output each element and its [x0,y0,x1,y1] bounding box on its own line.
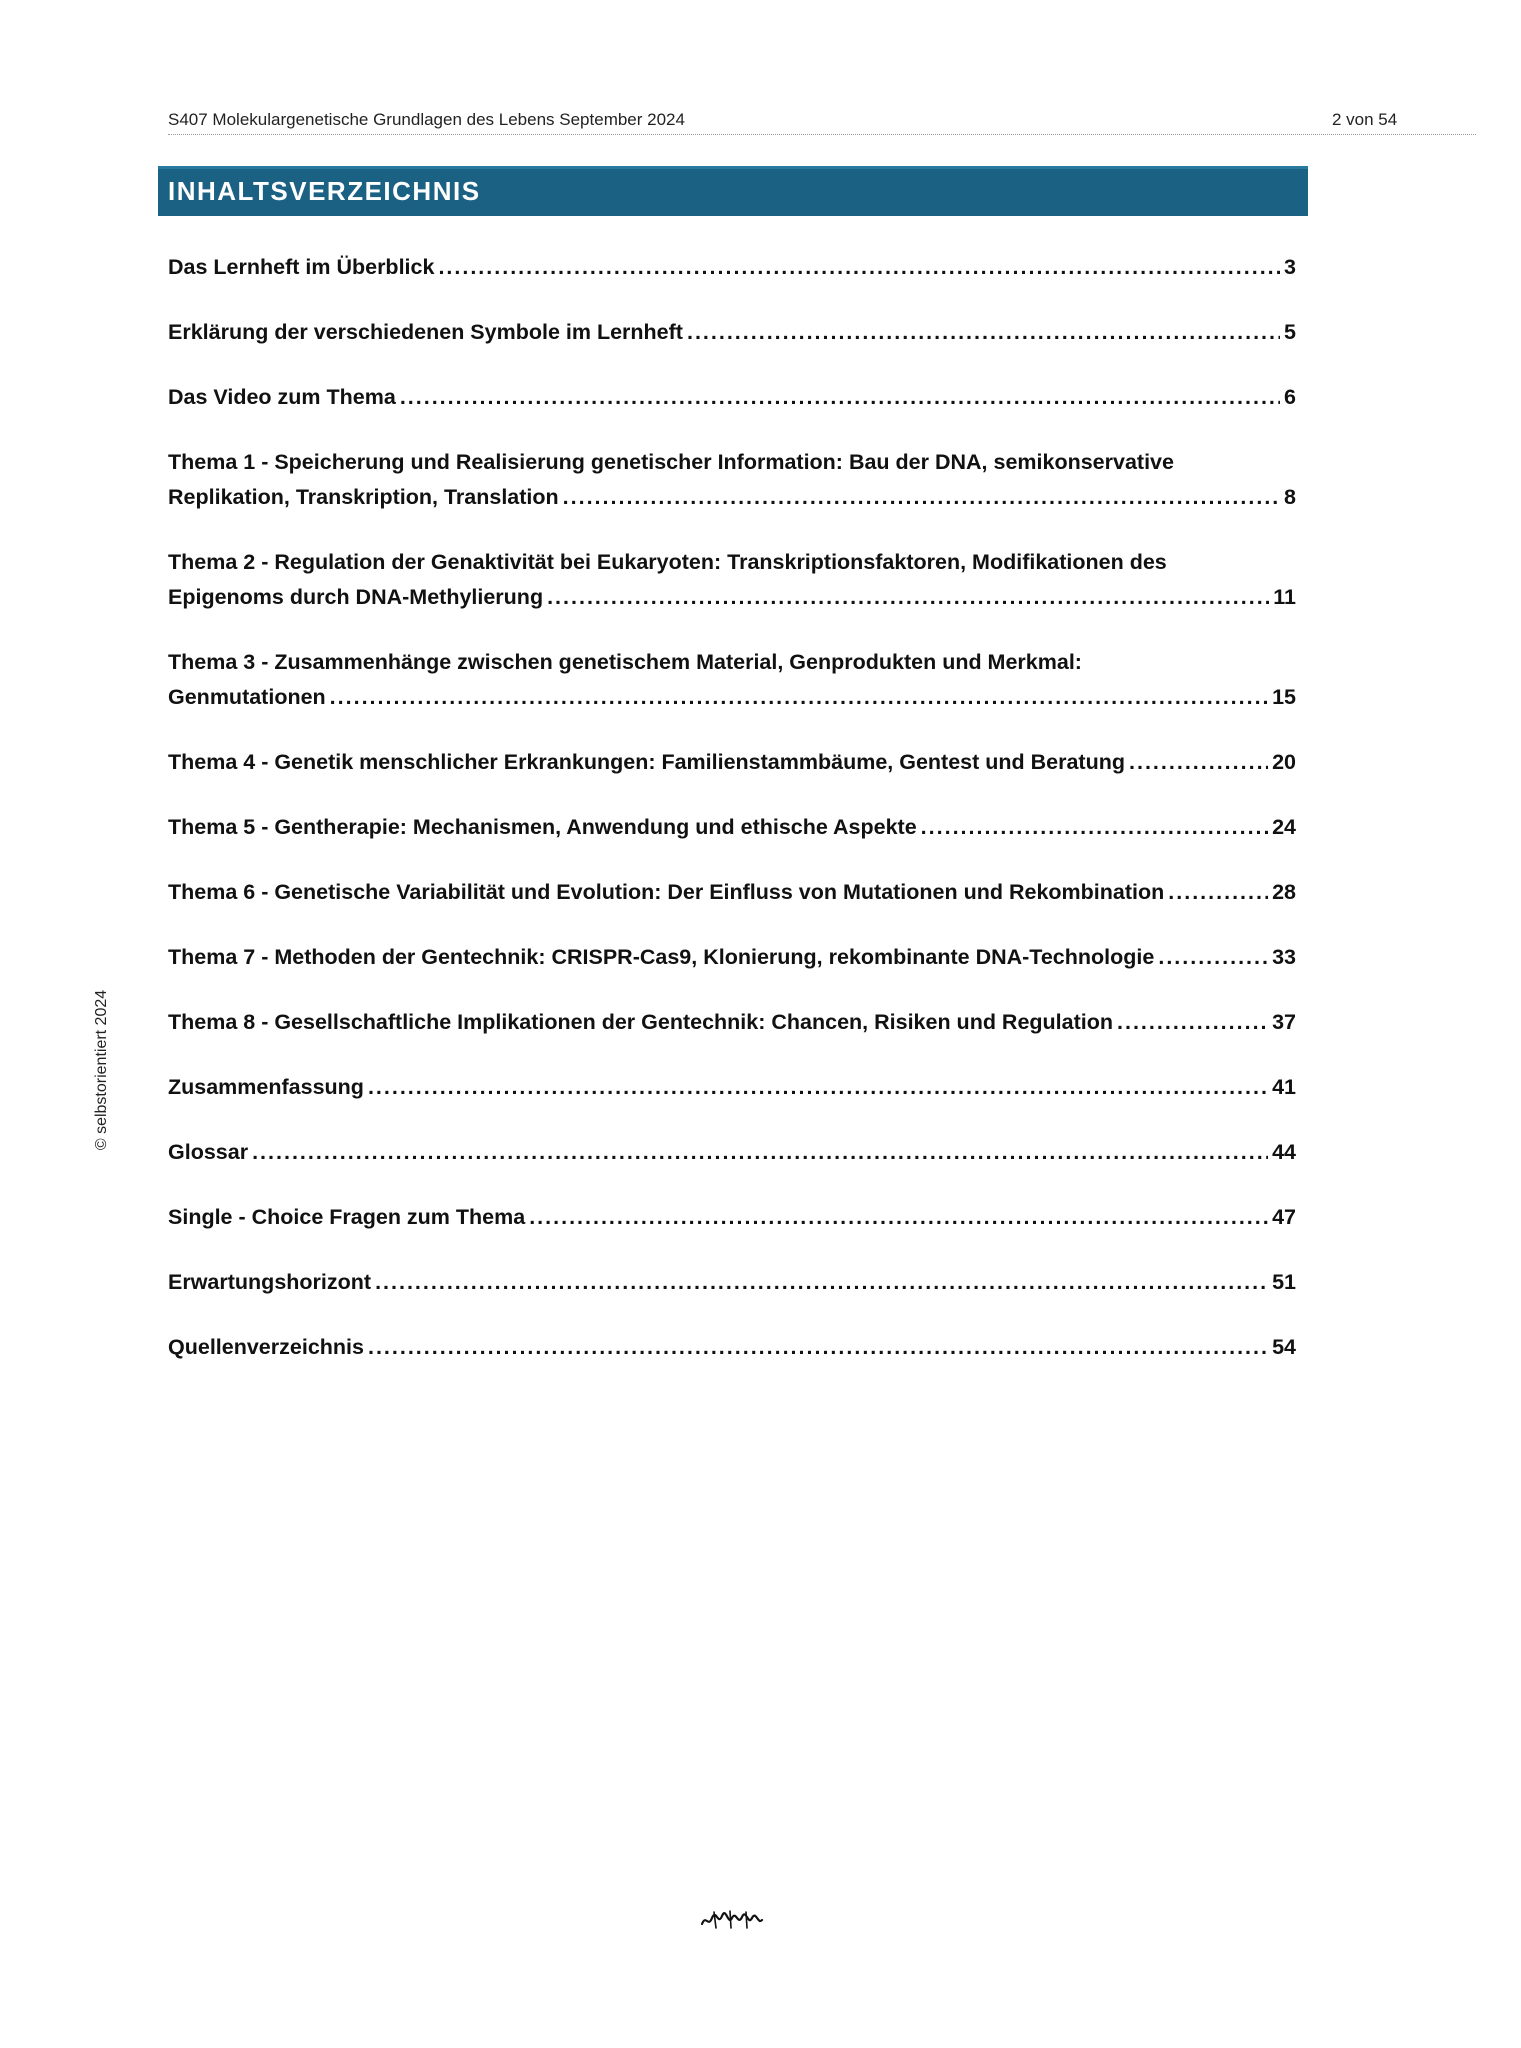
toc-page-number: 24 [1272,815,1296,839]
toc-entry[interactable] [168,1005,1296,1040]
page-header [168,108,1476,135]
toc-entry[interactable] [168,1135,1296,1170]
toc-entry-title: Zusammenfassung [168,1075,364,1099]
toc-entry[interactable] [168,1070,1296,1105]
toc-entry-title: Erklärung der verschiedenen Symbole im Lernheft [168,320,683,344]
toc-entry[interactable] [168,1265,1296,1300]
dot-leader [368,1330,1268,1365]
toc-page-number: 5 [1284,320,1296,344]
toc-page-number: 8 [1284,485,1296,509]
toc-page-number: 47 [1272,1205,1296,1229]
toc-entry-title: Das Lernheft im Überblick [168,255,435,279]
dot-leader [921,810,1268,845]
dot-leader [400,380,1280,415]
copyright-notice: © selbstorientiert 2024 [93,989,110,1151]
toc-entry[interactable] [168,875,1296,910]
toc-entry[interactable] [168,645,1296,715]
toc-entry[interactable] [168,445,1296,515]
toc-entry[interactable] [168,810,1296,845]
dot-leader [687,315,1280,350]
toc-page-number: 15 [1272,685,1296,709]
dot-leader [1117,1005,1268,1040]
dot-leader [1129,745,1268,780]
toc-page-number: 6 [1284,385,1296,409]
toc-entry-title: Thema 2 - Regulation der Genaktivität bei Eukaryoten: Transkriptionsfaktoren, Modifikationen des [168,550,1167,574]
document-title: S407 Molekulargenetische Grundlagen des Lebens September 2024 [168,110,685,129]
toc-entry-title: Thema 8 - Gesellschaftliche Implikationen der Gentechnik: Chancen, Risiken und Regulation [168,1010,1114,1034]
brand-logo-icon [700,1908,764,1932]
toc-page-number: 3 [1284,255,1296,279]
toc-entry-title: Thema 1 - Speicherung und Realisierung genetischer Information: Bau der DNA, semikonservative [168,450,1174,474]
toc-entry[interactable] [168,940,1296,975]
page-number: 2 von 54 [1332,110,1398,129]
toc-page-number: 41 [1272,1075,1296,1099]
toc-entry[interactable] [168,1200,1296,1235]
toc-entry-title: Single - Choice Fragen zum Thema [168,1205,526,1229]
toc-heading-bar [158,166,1308,216]
toc-page-number: 28 [1272,880,1296,904]
toc-entry-title: Das Video zum Thema [168,385,396,409]
dot-leader [1168,875,1268,910]
toc-page-number: 11 [1273,585,1296,609]
toc-entry-title: Quellenverzeichnis [168,1335,364,1359]
dot-leader [330,680,1268,715]
toc-entry-title: Thema 5 - Gentherapie: Mechanismen, Anwendung und ethische Aspekte [168,815,917,839]
toc-entry[interactable] [168,380,1296,415]
dot-leader [547,580,1269,615]
toc-entry-title: Erwartungshorizont [168,1270,372,1294]
dot-leader [438,250,1280,285]
toc-page-number: 33 [1272,945,1296,969]
toc-entry-title: Thema 6 - Genetische Variabilität und Evolution: Der Einfluss von Mutationen und Rekombination [168,880,1165,904]
toc-entry[interactable] [168,745,1296,780]
dot-leader [1158,940,1268,975]
toc-entry-title: Thema 3 - Zusammenhänge zwischen genetischem Material, Genprodukten und Merkmal: [168,650,1082,674]
toc-entry-title: Thema 4 - Genetik menschlicher Erkrankungen: Familienstammbäume, Gentest und Beratung [168,750,1125,774]
dot-leader [252,1135,1268,1170]
toc-entry-title-continued: Genmutationen [168,685,326,709]
dot-leader [563,480,1280,515]
toc-entry[interactable] [168,1330,1296,1365]
toc-heading: INHALTSVERZEICHNIS [168,176,481,206]
toc-entry[interactable] [168,545,1296,615]
toc-page-number: 37 [1272,1010,1296,1034]
toc-entry-title: Glossar [168,1140,249,1164]
dot-leader [368,1070,1268,1105]
toc-entry[interactable] [168,250,1296,285]
dot-leader [529,1200,1268,1235]
toc-page-number: 44 [1272,1140,1296,1164]
toc-entry-title-continued: Replikation, Transkription, Translation [168,485,559,509]
toc-page-number: 54 [1272,1335,1296,1359]
toc-page-number: 20 [1272,750,1296,774]
toc-entry[interactable] [168,315,1296,350]
dot-leader [375,1265,1268,1300]
toc-entry-title-continued: Epigenoms durch DNA-Methylierung [168,585,544,609]
toc-list [168,250,1296,1395]
toc-entry-title: Thema 7 - Methoden der Gentechnik: CRISPR-Cas9, Klonierung, rekombinante DNA-Technologie [168,945,1155,969]
toc-page-number: 51 [1272,1270,1296,1294]
